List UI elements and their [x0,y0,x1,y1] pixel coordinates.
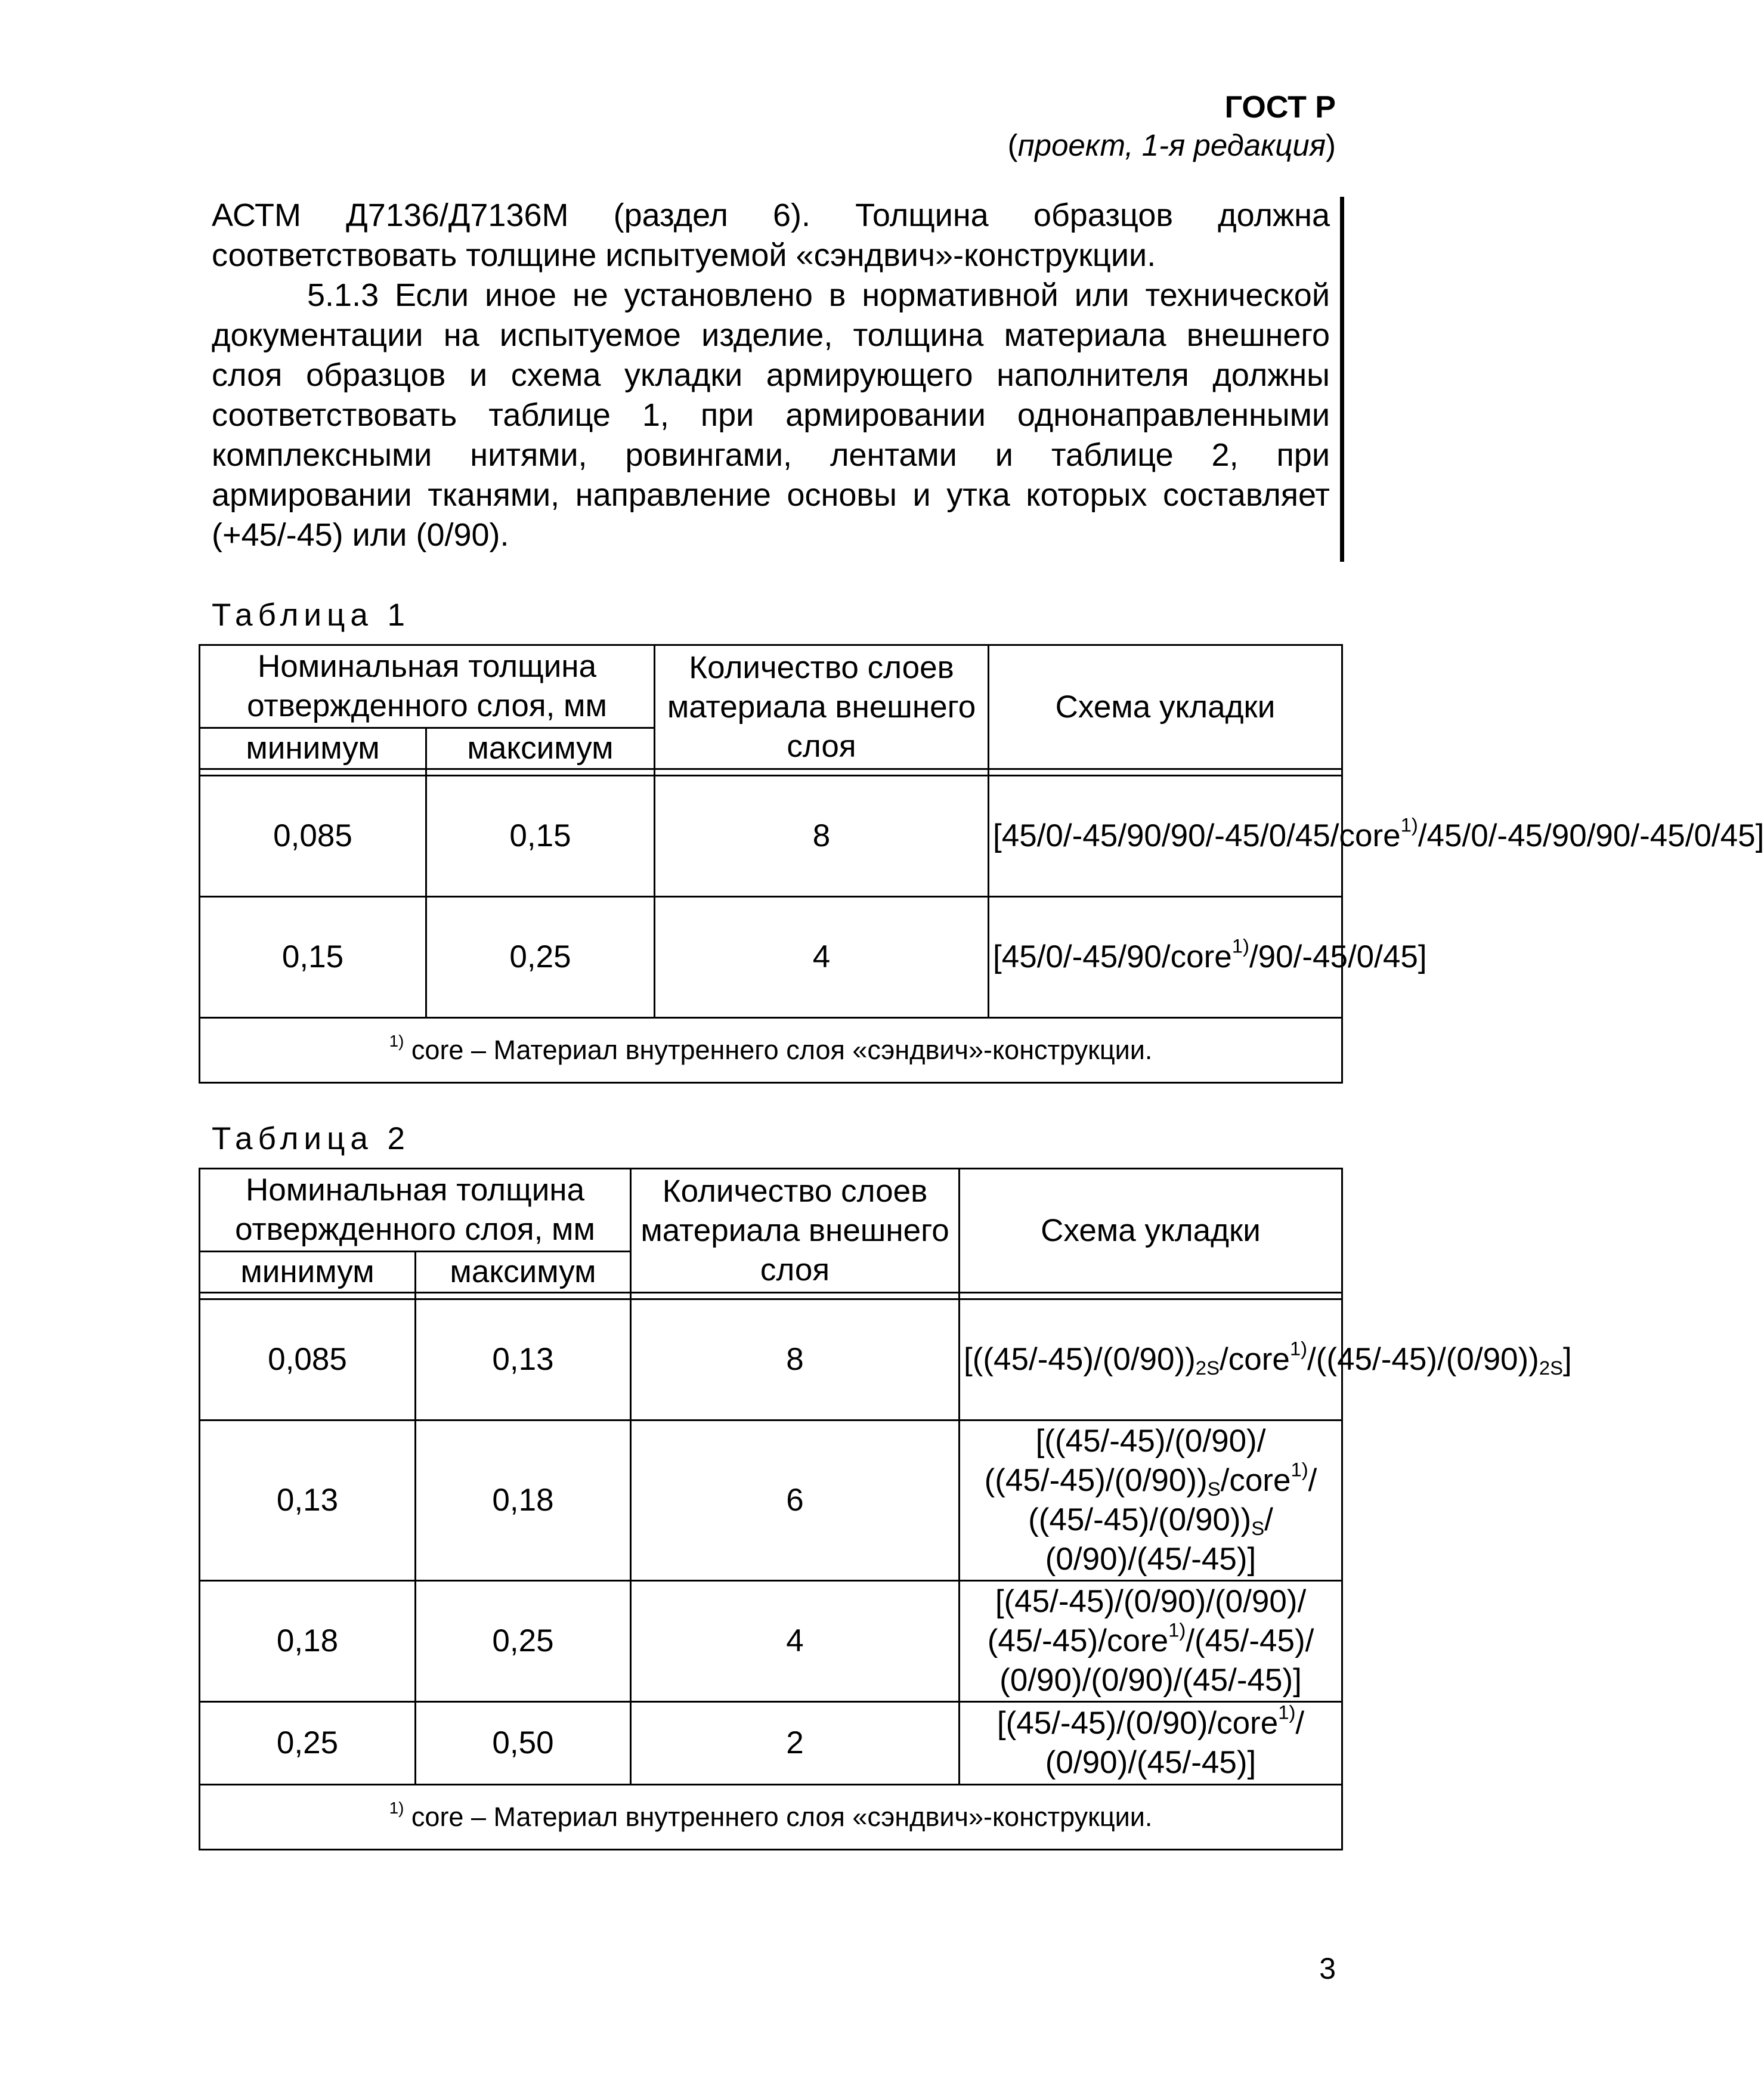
table-row [200,1702,1342,1785]
t2-r1-min: 0,085 [200,1299,416,1421]
t2-head-max: максимум [416,1252,631,1293]
t2-r1-max: 0,13 [416,1299,631,1421]
revision-bar [1340,197,1344,562]
t2-r2-scheme: [((45/-45)/(0/90)/ $((45/-45)/(0/90))_S/core^{1)}/$ $((45/-45)/(0/90))_S/$ (0/90)/(45/-45)] [960,1421,1342,1581]
table-row [200,1581,1342,1702]
t2-r4-layers: 2 [631,1702,960,1785]
t2-r3-min: 0,18 [200,1581,416,1702]
t2-footnote: $^{1)}$ core – Материал внутреннего слоя «сэндвич»-конструкции. [200,1785,1342,1850]
t1-head-thickness: Номинальная толщина отвержденного слоя, мм [200,645,655,728]
t2-r1-scheme: $[((45/-45)/(0/90))_{2S}/core^{1)}/((45/-45)/(0/90))_{2S}]$ [960,1299,1342,1421]
t2-head-layers: Количество слоев материала внешнего слоя [631,1169,960,1293]
t1-r2-min: 0,15 [200,897,426,1018]
t1-footnote: $^{1)}$ core – Материал внутреннего слоя «сэндвич»-конструкции. [200,1018,1342,1083]
table-2 [199,1168,1572,1850]
table1-caption: Таблица 1 [212,598,411,633]
t1-head-layers: Количество слоев материала внешнего слоя [655,645,989,769]
table-row [200,776,1342,897]
t1-r1-layers: 8 [655,776,989,897]
t2-r4-scheme: [(45/-45)/(0/90)/core$^{1)}$/ (0/90)/(45/-45)] [960,1702,1342,1785]
body-text [212,196,1330,555]
t2-r4-min: 0,25 [200,1702,416,1785]
t2-head-scheme: Схема укладки [960,1169,1342,1293]
table-row [200,897,1342,1018]
document-header [1008,88,1336,165]
t1-r2-layers: 4 [655,897,989,1018]
paragraph-1: АСТМ Д7136/Д7136М (раздел 6). Толщина образцов должна соответствовать толщине испытуемой «сэндвич»-конструкции. [212,197,1330,273]
table-row [200,1421,1342,1581]
t1-head-scheme: Схема укладки [989,645,1342,769]
t1-r2-scheme: [45/0/-45/90/core$^{1)}$/90/-45/0/45] [989,897,1342,1018]
t2-r2-min: 0,13 [200,1421,416,1581]
t1-r1-scheme: [45/0/-45/90/90/-45/0/45/core$^{1)}$/45/0/-45/90/90/-45/0/45] [989,776,1342,897]
edition-note [1008,126,1336,165]
table2-caption: Таблица 2 [212,1121,411,1156]
t1-r1-max: 0,15 [426,776,655,897]
edition-open-paren: ( [1007,128,1018,162]
t2-header-separator [200,1293,1342,1299]
t1-head-min: минимум [200,728,426,769]
t1-head-max: максимум [426,728,655,769]
t1-r1-min: 0,085 [200,776,426,897]
t2-r3-max: 0,25 [416,1581,631,1702]
t2-r2-max: 0,18 [416,1421,631,1581]
page-number: 3 [1319,1952,1336,1985]
t2-r3-scheme: [(45/-45)/(0/90)/(0/90)/ (45/-45)/core$^{1)}$/(45/-45)/ (0/90)/(0/90)/(45/-45)] [960,1581,1342,1702]
edition-text: проект, 1-я редакция [1017,128,1326,162]
t1-header-separator [200,769,1342,776]
table-1 [199,644,1764,1084]
t2-r2-layers: 6 [631,1421,960,1581]
t2-head-min: минимум [200,1252,416,1293]
table-row [200,1299,1342,1421]
standard-code: ГОСТ Р [1224,90,1336,125]
t2-r1-layers: 8 [631,1299,960,1421]
t2-r3-layers: 4 [631,1581,960,1702]
t2-head-thickness: Номинальная толщина отвержденного слоя, мм [200,1169,631,1252]
paragraph-5-1-3: 5.1.3 Если иное не установлено в нормативной или технической документации на испытуемое изделие, толщина материала внешнего слоя образцов и схема укладки армирующего наполнителя должны соответствовать таблице 1, при армировании однонаправленными комплексными нитями, ровингами, лентами и таблице 2, при армировании тканями, направление основы и утка которых составляет (+45/-45) или (0/90). [212,277,1330,553]
t1-r2-max: 0,25 [426,897,655,1018]
t2-r4-max: 0,50 [416,1702,631,1785]
edition-close-paren: ) [1326,128,1336,162]
